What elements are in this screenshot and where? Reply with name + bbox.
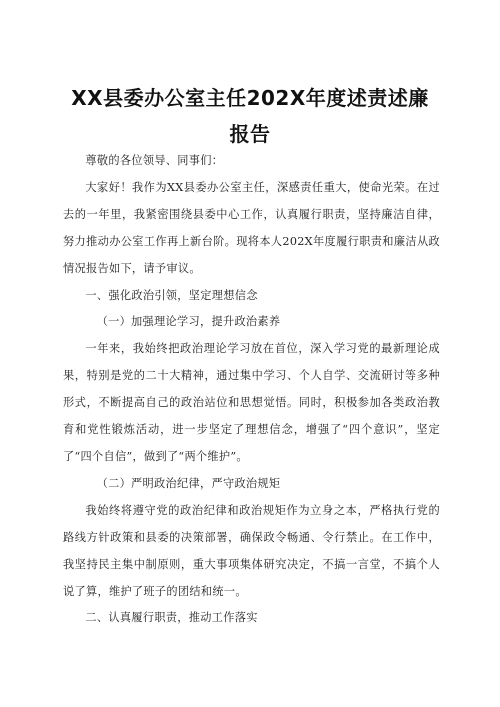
- paragraph-political-discipline: 我始终将遵守党的政治纪律和政治规矩作为立身之本，严格执行党的路线方针政策和县委的决策部署，确保政令畅通、令行禁止。在工作中，我坚持民主集中制原则，重大事项集体研究决定，不搞一言堂，不搞个人说了算，维护了班子的团结和统一。: [63, 503, 440, 598]
- document-title-line-1: XX县委办公室主任202X年度述责述廉: [71, 86, 429, 110]
- document-body: [63, 148, 440, 632]
- document-title-line-2: 报告: [229, 122, 271, 146]
- subsection-heading-1-1: （一）加强理论学习，提升政治素养: [96, 315, 281, 329]
- subsection-heading-1-2: （二）严明政治纪律，严守政治规矩: [96, 476, 281, 490]
- paragraph-intro: 大家好！我作为XX县委办公室主任，深感责任重大，使命光荣。在过去的一年里，我紧密围绕县委中心工作，认真履行职责，坚持廉洁自律，努力推动办公室工作再上新台阶。现将本人202X年度履行职责和廉洁从政情况报告如下，请予审议。: [63, 180, 440, 275]
- section-heading-2: 二、认真履行职责，推动工作落实: [85, 611, 258, 625]
- section-heading-1: 一、强化政治引领，坚定理想信念: [85, 288, 258, 302]
- paragraph-theory-study: 一年来，我始终把政治理论学习放在首位，深入学习党的最新理论成果，特别是党的二十大精神，通过集中学习、个人自学、交流研讨等多种形式，不断提高自己的政治站位和思想觉悟。同时，积极参加各类政治教育和党性锻炼活动，进一步坚定了理想信念，增强了“四个意识”，坚定了“四个自信”，做到了“两个维护”。: [63, 342, 440, 463]
- salutation: 尊敬的各位领导、同事们：: [85, 154, 224, 167]
